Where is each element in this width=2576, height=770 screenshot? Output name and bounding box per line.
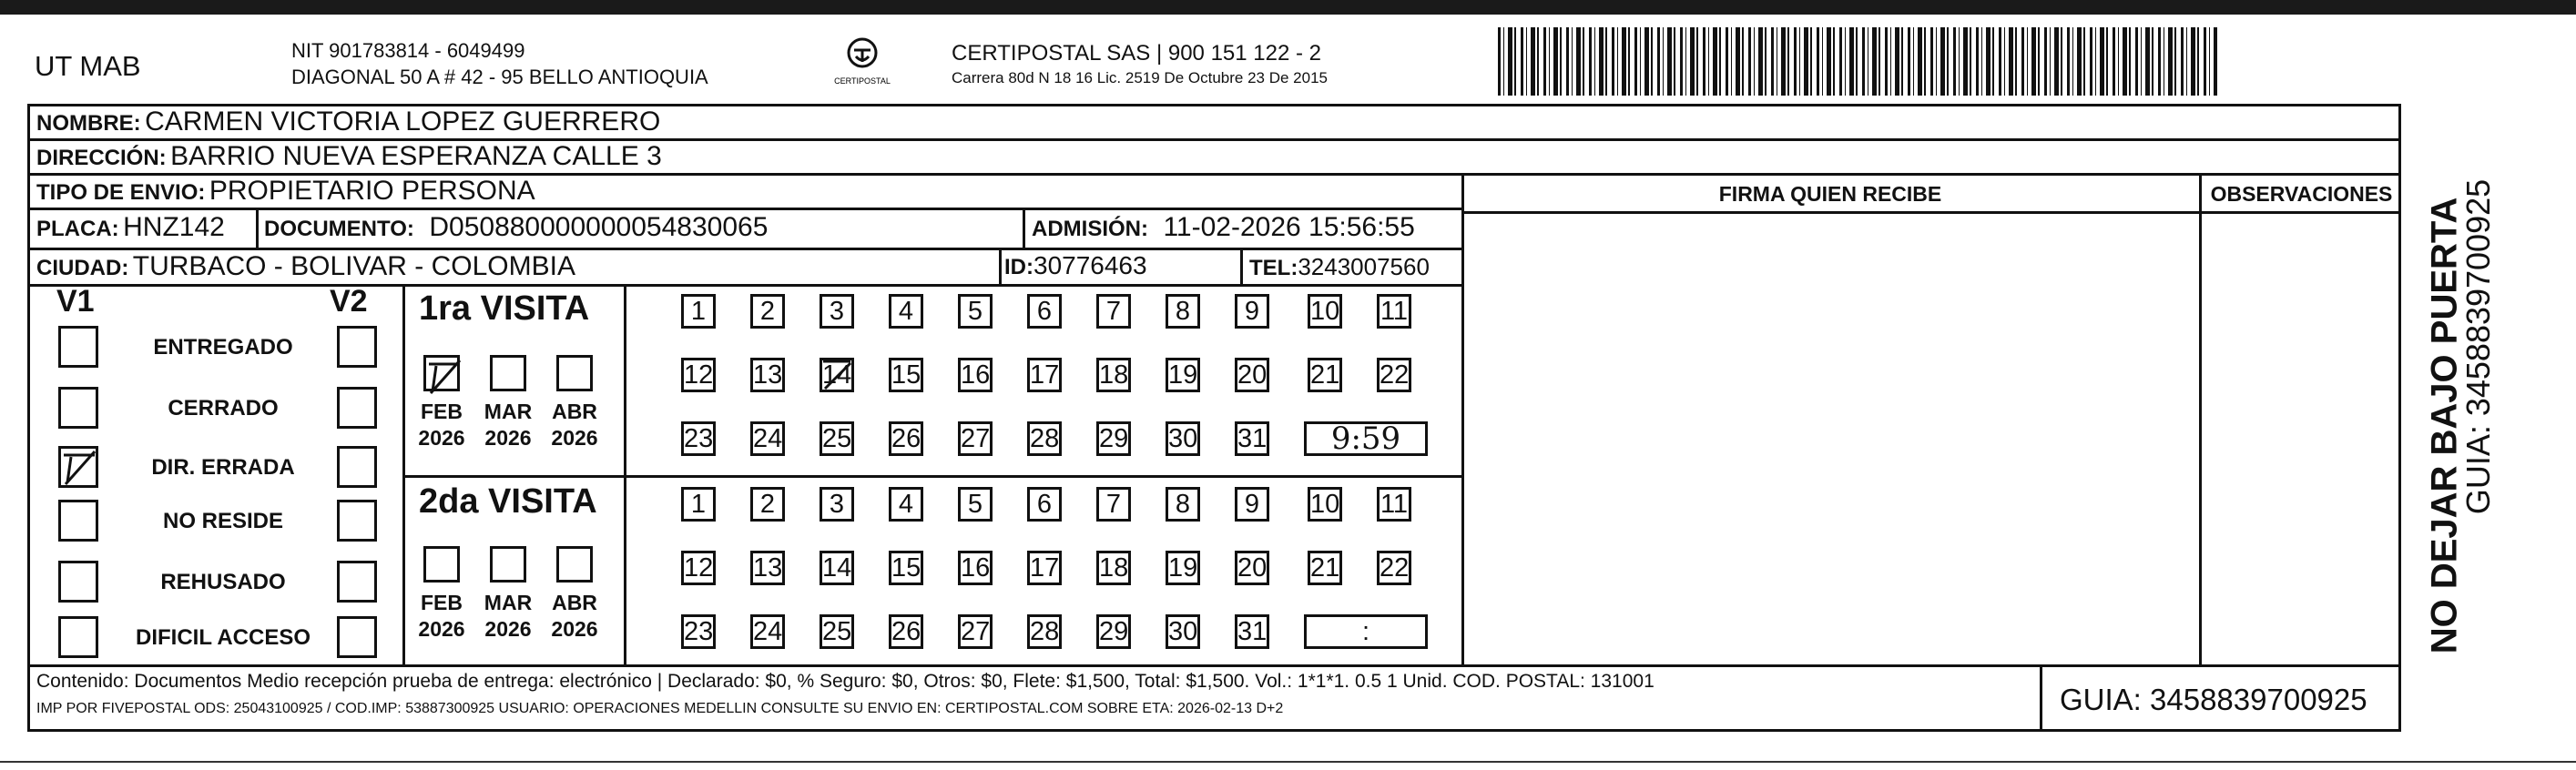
company-name: UT MAB <box>35 50 141 82</box>
first-visit-day-box[interactable]: 5 <box>958 294 993 329</box>
ciudad-value: TURBACO - BOLIVAR - COLOMBIA <box>132 251 575 281</box>
row-line <box>27 664 2401 667</box>
direccion-value: BARRIO NUEVA ESPERANZA CALLE 3 <box>170 141 662 171</box>
first-visit-day-box[interactable]: 3 <box>820 294 854 329</box>
col-line <box>2040 664 2042 732</box>
col-line <box>1461 173 1464 664</box>
certipostal-license: Carrera 80d N 18 16 Lic. 2519 De Octubre 23 De 2015 <box>952 69 1328 86</box>
second-visit-month-label: ABR 2026 <box>551 591 598 641</box>
col-line <box>999 248 1002 284</box>
first-visit-day-box[interactable]: 22 <box>1377 358 1411 392</box>
v2-label: V2 <box>330 284 368 319</box>
company-address: DIAGONAL 50 A # 42 - 95 BELLO ANTIOQUIA <box>291 66 708 88</box>
v2-checkbox[interactable] <box>337 446 377 488</box>
first-visit-day-box[interactable]: 21 <box>1308 358 1342 392</box>
second-visit-day-box[interactable]: 1 <box>681 487 716 522</box>
second-visit-day-box[interactable]: 20 <box>1235 551 1269 585</box>
v2-checkbox[interactable] <box>337 326 377 368</box>
first-visit-day-box[interactable]: 11 <box>1377 294 1411 329</box>
footer-imp: IMP POR FIVEPOSTAL ODS: 25043100925 / COD.IMP: 53887300925 USUARIO: OPERACIONES MEDELLIN CONSULTE SU ENVIO EN: CERTIPOSTAL.COM SOBRE ETA: 2026-02-13 D+2 <box>36 701 1284 716</box>
first-visit-month-checkbox[interactable] <box>556 355 593 391</box>
row-line <box>402 475 1461 478</box>
v2-checkbox[interactable] <box>337 387 377 429</box>
footer-contenido: Contenido: Documentos Medio recepción prueba de entrega: electrónico | Declarado: $0, % Seguro: $0, Otros: $0, Flete: $1,500, Total: $1,500. Vol.: 1*1*1. 0.5 1 Unid. COD. POSTAL: 131001 <box>36 671 1655 692</box>
status-label: DIFICIL ACCESO <box>135 625 311 650</box>
first-visit-day-box[interactable]: 6 <box>1027 294 1062 329</box>
admision-value: 11-02-2026 15:56:55 <box>1163 212 1415 242</box>
row-line <box>27 248 1461 250</box>
id-value: 30776463 <box>1033 251 1147 279</box>
first-visit-day-box[interactable]: 12 <box>681 358 716 392</box>
v1-checkbox[interactable] <box>58 616 98 658</box>
second-visit-day-box[interactable]: 21 <box>1308 551 1342 585</box>
first-visit-day-box[interactable]: 23 <box>681 421 716 456</box>
second-visit-day-box[interactable]: 18 <box>1096 551 1131 585</box>
first-visit-day-box[interactable]: 30 <box>1166 421 1200 456</box>
first-visit-title: 1ra VISITA <box>419 289 590 328</box>
second-visit-day-box[interactable]: 12 <box>681 551 716 585</box>
col-line <box>2199 173 2202 664</box>
first-visit-day-box[interactable]: 9 <box>1235 294 1269 329</box>
second-visit-day-box[interactable]: 8 <box>1166 487 1200 522</box>
second-visit-day-box[interactable]: 26 <box>889 614 923 649</box>
first-visit-day-box[interactable]: 28 <box>1027 421 1062 456</box>
first-visit-day-box[interactable]: 16 <box>958 358 993 392</box>
documento-row: DOCUMENTO: D050880000000054830065 <box>264 212 769 242</box>
second-visit-day-box[interactable]: 6 <box>1027 487 1062 522</box>
id-row: ID:30776463 <box>1004 251 1147 279</box>
direccion-row: DIRECCIÓN: BARRIO NUEVA ESPERANZA CALLE 3 <box>36 141 662 171</box>
nombre-value: CARMEN VICTORIA LOPEZ GUERRERO <box>145 106 661 137</box>
first-visit-day-box[interactable]: 19 <box>1166 358 1200 392</box>
col-line <box>624 284 626 664</box>
status-label: DIR. ERRADA <box>151 455 295 480</box>
v2-checkbox[interactable] <box>337 616 377 658</box>
placa-value: HNZ142 <box>123 212 225 242</box>
second-visit-day-box[interactable]: 5 <box>958 487 993 522</box>
first-visit-day-box[interactable]: 24 <box>750 421 785 456</box>
second-visit-day-box[interactable]: 3 <box>820 487 854 522</box>
second-visit-day-box[interactable]: 13 <box>750 551 785 585</box>
certipostal-title: CERTIPOSTAL SAS | 900 151 122 - 2 <box>952 41 1321 66</box>
first-visit-day-box[interactable]: 17 <box>1027 358 1062 392</box>
second-visit-day-box[interactable]: 7 <box>1096 487 1131 522</box>
row-line <box>27 208 1461 210</box>
side-guia: GUIA: 3458839700925 <box>2459 178 2497 515</box>
documento-value: D050880000000054830065 <box>429 212 769 242</box>
first-visit-month-label: MAR 2026 <box>484 400 533 450</box>
second-visit-day-box[interactable]: 25 <box>820 614 854 649</box>
company-nit: NIT 901783814 - 6049499 <box>291 39 525 62</box>
first-visit-day-box[interactable]: 25 <box>820 421 854 456</box>
second-visit-day-box[interactable]: 17 <box>1027 551 1062 585</box>
no-dejar-warning: NO DEJAR BAJO PUERTA <box>2424 197 2465 654</box>
tel-row: TEL:3243007560 <box>1249 253 1430 280</box>
svg-text:CERTIPOSTAL: CERTIPOSTAL <box>834 76 891 86</box>
second-visit-day-box[interactable]: 22 <box>1377 551 1411 585</box>
first-visit-day-box[interactable]: 27 <box>958 421 993 456</box>
first-visit-month-label: FEB 2026 <box>418 400 465 450</box>
second-visit-day-box[interactable]: 4 <box>889 487 923 522</box>
second-visit-day-box[interactable]: 16 <box>958 551 993 585</box>
first-visit-day-box[interactable]: 29 <box>1096 421 1131 456</box>
second-visit-day-box[interactable]: 31 <box>1235 614 1269 649</box>
second-visit-time-box[interactable]: : <box>1304 614 1428 649</box>
top-border <box>0 0 2576 15</box>
second-visit-day-box[interactable]: 19 <box>1166 551 1200 585</box>
col-line <box>256 208 259 248</box>
v1-checkbox[interactable] <box>58 326 98 368</box>
second-visit-title: 2da VISITA <box>419 482 597 521</box>
first-visit-month-checkbox[interactable] <box>490 355 526 391</box>
first-visit-day-box[interactable]: 14 <box>820 358 854 392</box>
first-visit-day-box[interactable]: 26 <box>889 421 923 456</box>
tel-value: 3243007560 <box>1298 253 1430 280</box>
first-visit-day-box[interactable]: 15 <box>889 358 923 392</box>
row-line <box>1461 211 2401 214</box>
status-label: NO RESIDE <box>162 509 284 533</box>
second-visit-day-box[interactable]: 30 <box>1166 614 1200 649</box>
nombre-row: NOMBRE: CARMEN VICTORIA LOPEZ GUERRERO <box>36 106 661 137</box>
first-visit-time-box[interactable]: 9:59 <box>1304 421 1428 456</box>
second-visit-day-box[interactable]: 24 <box>750 614 785 649</box>
footer-guia: GUIA: 3458839700925 <box>2060 683 2367 716</box>
col-line <box>1023 208 1025 248</box>
status-label: CERRADO <box>168 396 279 420</box>
first-visit-month-checkbox[interactable] <box>423 355 460 391</box>
status-label: ENTREGADO <box>153 335 293 360</box>
row-line <box>27 284 1461 287</box>
col-line <box>402 284 405 664</box>
second-visit-day-box[interactable]: 28 <box>1027 614 1062 649</box>
barcode <box>1498 27 2217 96</box>
second-visit-day-box[interactable]: 11 <box>1377 487 1411 522</box>
ciudad-row: CIUDAD: TURBACO - BOLIVAR - COLOMBIA <box>36 251 575 281</box>
first-visit-day-box[interactable]: 1 <box>681 294 716 329</box>
v1-checkbox[interactable] <box>58 500 98 542</box>
first-visit-day-box[interactable]: 8 <box>1166 294 1200 329</box>
second-visit-month-checkbox[interactable] <box>423 546 460 583</box>
tipo-value: PROPIETARIO PERSONA <box>209 176 535 206</box>
status-label: REHUSADO <box>160 570 286 594</box>
second-visit-day-box[interactable]: 15 <box>889 551 923 585</box>
tipo-row: TIPO DE ENVIO: PROPIETARIO PERSONA <box>36 176 535 206</box>
second-visit-day-box[interactable]: 9 <box>1235 487 1269 522</box>
second-visit-month-label: MAR 2026 <box>484 591 533 641</box>
v1-label: V1 <box>56 284 95 319</box>
first-visit-day-box[interactable]: 20 <box>1235 358 1269 392</box>
first-visit-day-box[interactable]: 2 <box>750 294 785 329</box>
col-line <box>1240 248 1243 284</box>
bottom-rule <box>0 761 2576 763</box>
second-visit-month-checkbox[interactable] <box>556 546 593 583</box>
second-visit-month-checkbox[interactable] <box>490 546 526 583</box>
first-visit-day-box[interactable]: 31 <box>1235 421 1269 456</box>
certipostal-logo <box>830 35 894 89</box>
second-visit-day-box[interactable]: 14 <box>820 551 854 585</box>
first-visit-month-label: ABR 2026 <box>551 400 598 450</box>
firma-header: FIRMA QUIEN RECIBE <box>1718 182 1942 206</box>
first-visit-day-box[interactable]: 10 <box>1308 294 1342 329</box>
second-visit-day-box[interactable]: 23 <box>681 614 716 649</box>
first-visit-day-box[interactable]: 18 <box>1096 358 1131 392</box>
v1-checkbox[interactable] <box>58 446 98 488</box>
first-visit-day-box[interactable]: 4 <box>889 294 923 329</box>
admision-row: ADMISIÓN: 11-02-2026 15:56:55 <box>1032 212 1415 242</box>
v1-checkbox[interactable] <box>58 561 98 603</box>
second-visit-day-box[interactable]: 27 <box>958 614 993 649</box>
v2-checkbox[interactable] <box>337 500 377 542</box>
second-visit-month-label: FEB 2026 <box>418 591 465 641</box>
observaciones-header: OBSERVACIONES <box>2210 182 2393 206</box>
v2-checkbox[interactable] <box>337 561 377 603</box>
first-visit-day-box[interactable]: 7 <box>1096 294 1131 329</box>
second-visit-day-box[interactable]: 10 <box>1308 487 1342 522</box>
first-visit-day-box[interactable]: 13 <box>750 358 785 392</box>
second-visit-day-box[interactable]: 2 <box>750 487 785 522</box>
side-text <box>2408 105 2497 733</box>
v1-checkbox[interactable] <box>58 387 98 429</box>
placa-row: PLACA: HNZ142 <box>36 212 225 242</box>
second-visit-day-box[interactable]: 29 <box>1096 614 1131 649</box>
